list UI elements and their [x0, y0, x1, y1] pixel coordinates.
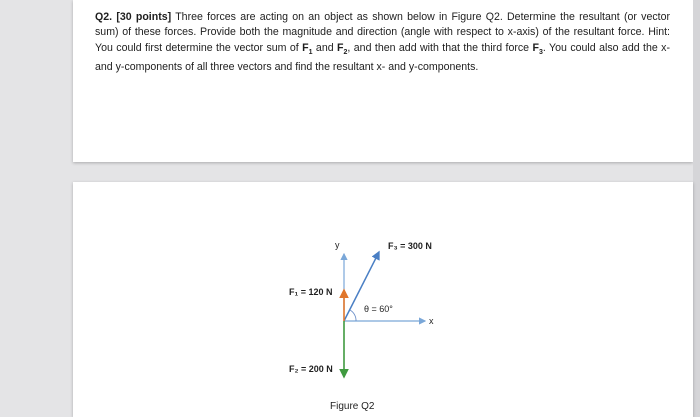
question-text-part-2: and [312, 41, 338, 54]
figure-page [73, 182, 693, 417]
question-text-part-1: Three forces are acting on an object as shown below in Figure Q2. Determine the resultant (or vector sum) of these forces. Provide both the magnitude and direction (angle with respect to x-axis) of the resultant force. Hint: You could first determine the vector sum of [95, 11, 670, 54]
question-text [95, 10, 670, 76]
question-text-part-4: . You could also add the x- and y-components of all three vectors and find the resultant x- and y-components. [95, 41, 670, 74]
question-page [73, 0, 693, 162]
f3-symbol: $F_3$ [532, 41, 543, 56]
f1-label: F₁ = 120 N [289, 287, 333, 297]
f2-symbol: $F_2$ [337, 41, 348, 56]
x-axis-label: x [429, 316, 434, 326]
question-points: [30 points] [116, 11, 172, 23]
figure-caption: Figure Q2 [330, 401, 375, 412]
f2-label: F₂ = 200 N [289, 364, 333, 374]
force-diagram [73, 182, 693, 417]
question-text-part-3: , and then add with that the third force [347, 41, 533, 54]
y-axis-label: y [335, 240, 340, 250]
scrollbar-track[interactable] [693, 0, 700, 417]
angle-label: θ = 60° [364, 304, 393, 314]
f1-symbol: $F_1$ [302, 41, 313, 56]
f3-label: F₃ = 300 N [388, 241, 432, 251]
question-label: Q2. [95, 11, 113, 23]
angle-arc [350, 310, 356, 321]
